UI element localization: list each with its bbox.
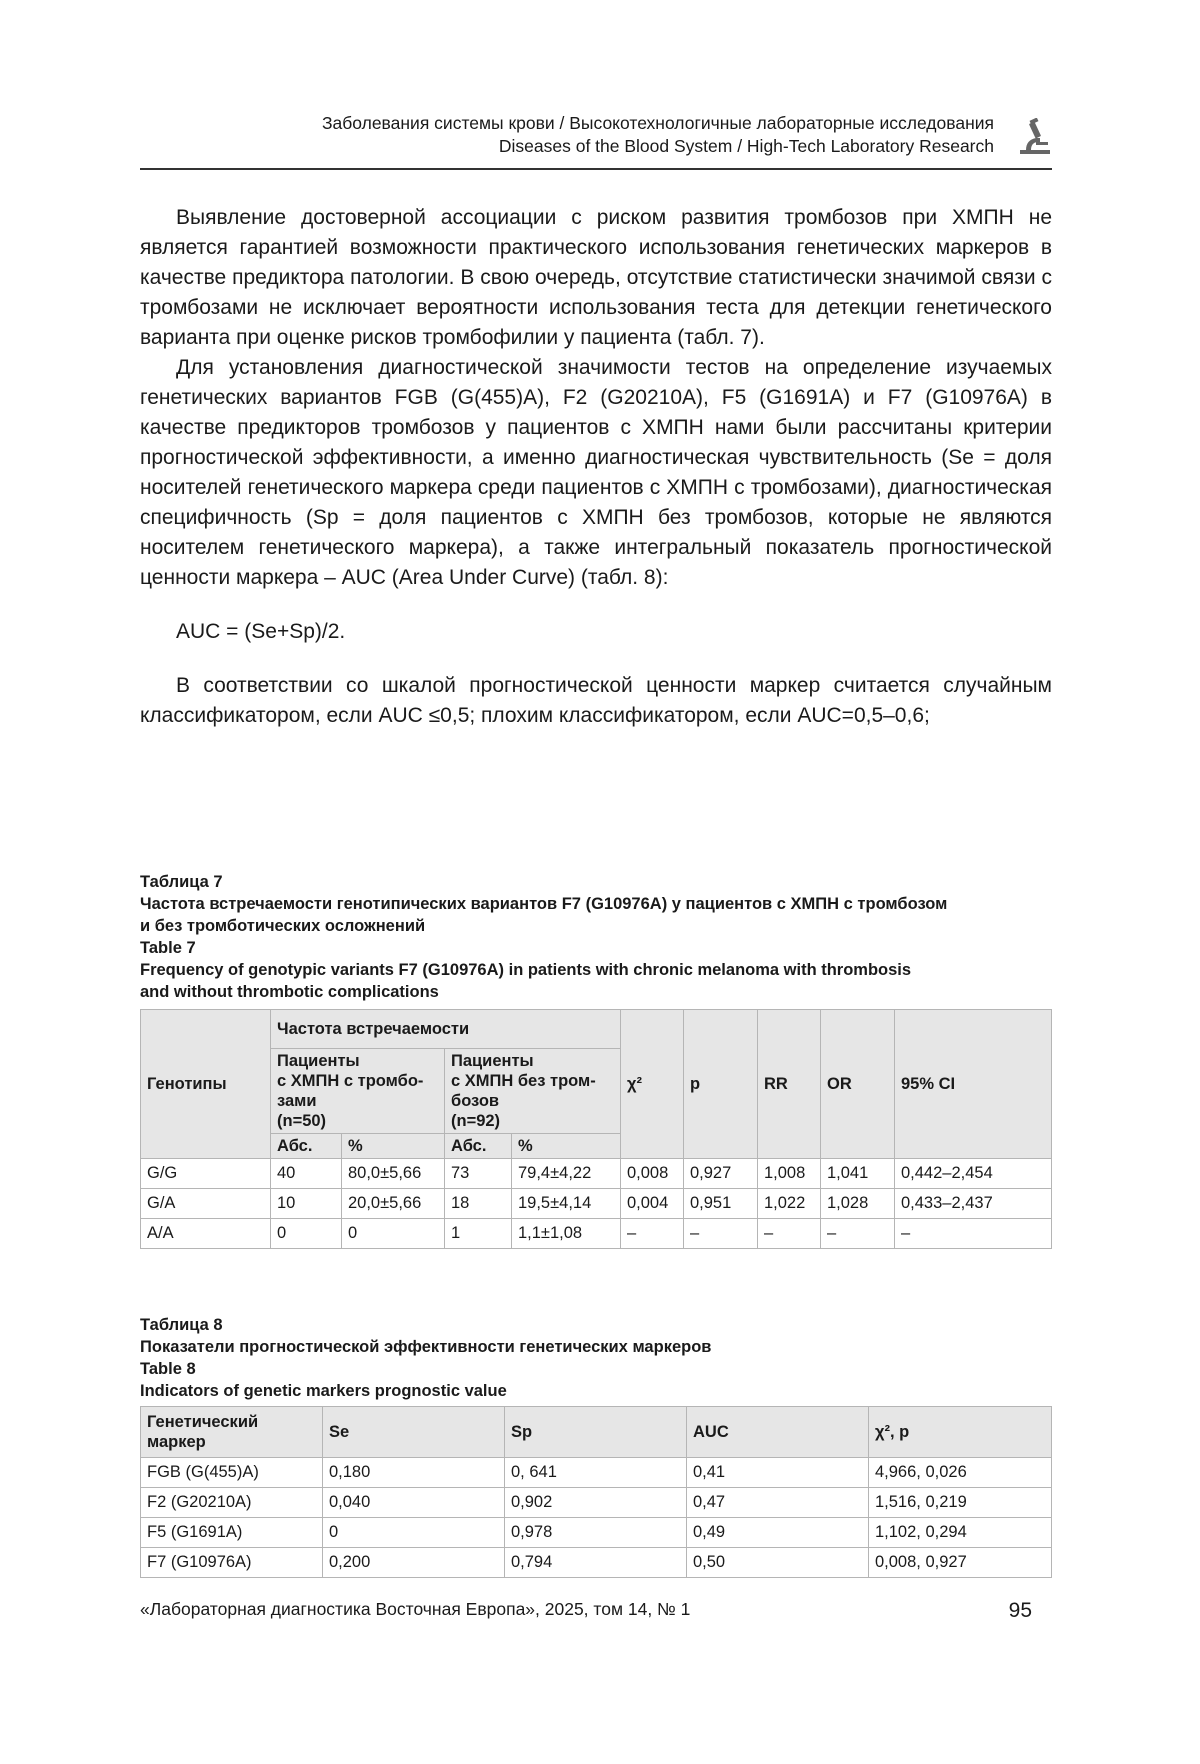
header-frequency: Частота встречаемости: [271, 1010, 621, 1049]
header-or: OR: [821, 1010, 895, 1159]
cell-auc: 0,49: [687, 1518, 869, 1548]
formula: AUC = (Se+Sp)/2.: [176, 620, 346, 643]
cell-chi2: 0,008: [621, 1159, 684, 1189]
header-se: Se: [323, 1407, 505, 1458]
cell-se: 0: [323, 1518, 505, 1548]
cell-rr: –: [758, 1219, 821, 1249]
header-pct: %: [512, 1134, 621, 1159]
table7-title-en: Frequency of genotypic variants F7 (G10976A) in patients with chronic melanoma with thrombosis: [140, 961, 912, 979]
table-row: [141, 1159, 1052, 1189]
header-p: p: [684, 1010, 758, 1159]
cell-sp: 0,794: [505, 1548, 687, 1578]
table7-title-ru: и без тромботических осложнений: [140, 917, 426, 935]
cell-chi2: –: [621, 1219, 684, 1249]
table8-label-ru: Таблица 8: [140, 1316, 223, 1334]
cell-pct: 79,4±4,22: [512, 1159, 621, 1189]
running-head: [140, 110, 1052, 170]
table8: [140, 1406, 1052, 1578]
header-line: с ХМПН без тром-: [451, 1072, 596, 1090]
header-chi2-p: χ², p: [869, 1407, 1052, 1458]
cell-chi2-p: 0,008, 0,927: [869, 1548, 1052, 1578]
cell-abs: 1: [445, 1219, 512, 1249]
running-head-en: Diseases of the Blood System / High-Tech Laboratory Research: [498, 136, 994, 156]
header-line: с ХМПН с тромбо-: [277, 1072, 424, 1090]
cell-or: 1,041: [821, 1159, 895, 1189]
table-row: [141, 1488, 1052, 1518]
header-abs: Абс.: [445, 1134, 512, 1159]
header-line: зами: [277, 1092, 317, 1110]
cell-genotype: G/A: [141, 1189, 271, 1219]
table7-title-en: and without thrombotic complications: [140, 983, 439, 1001]
cell-chi2-p: 4,966, 0,026: [869, 1458, 1052, 1488]
table8-title-ru: Показатели прогностической эффективности генетических маркеров: [140, 1338, 712, 1356]
header-marker: [141, 1407, 323, 1458]
cell-chi2-p: 1,516, 0,219: [869, 1488, 1052, 1518]
table7-label-ru: Таблица 7: [140, 873, 223, 891]
cell-se: 0,200: [323, 1548, 505, 1578]
cell-sp: 0,902: [505, 1488, 687, 1518]
cell-pct: 1,1±1,08: [512, 1219, 621, 1249]
paragraph: В соответствии со шкалой прогностической ценности маркер считается случайным классификатором, если AUC ≤0,5; плохим классификатором, если AUC=0,5–0,6;: [140, 674, 1052, 727]
body-text: [140, 203, 1052, 731]
cell-marker: F5 (G1691A): [141, 1518, 323, 1548]
cell-ci: 0,442–2,454: [895, 1159, 1052, 1189]
cell-ci: –: [895, 1219, 1052, 1249]
cell-rr: 1,022: [758, 1189, 821, 1219]
header-auc: AUC: [687, 1407, 869, 1458]
header-line: Пациенты: [451, 1052, 534, 1070]
cell-or: 1,028: [821, 1189, 895, 1219]
cell-genotype: G/G: [141, 1159, 271, 1189]
journal-citation: «Лабораторная диагностика Восточная Европа», 2025, том 14, № 1: [140, 1599, 691, 1619]
cell-pct: 19,5±4,14: [512, 1189, 621, 1219]
cell-sp: 0,978: [505, 1518, 687, 1548]
header-line: Пациенты: [277, 1052, 360, 1070]
cell-abs: 10: [271, 1189, 342, 1219]
cell-chi2-p: 1,102, 0,294: [869, 1518, 1052, 1548]
cell-chi2: 0,004: [621, 1189, 684, 1219]
cell-abs: 73: [445, 1159, 512, 1189]
cell-sp: 0, 641: [505, 1458, 687, 1488]
cell-ci: 0,433–2,437: [895, 1189, 1052, 1219]
cell-p: 0,951: [684, 1189, 758, 1219]
cell-p: 0,927: [684, 1159, 758, 1189]
header-line: маркер: [147, 1433, 206, 1451]
cell-marker: F2 (G20210A): [141, 1488, 323, 1518]
header-pct: %: [342, 1134, 445, 1159]
running-head-text: [322, 112, 994, 158]
cell-p: –: [684, 1219, 758, 1249]
cell-abs: 0: [271, 1219, 342, 1249]
table7-caption: [140, 871, 1052, 1003]
table8-title-en: Indicators of genetic markers prognostic value: [140, 1382, 507, 1400]
paragraph: Выявление достоверной ассоциации с риском развития тромбозов при ХМПН не является гарантией возможности практического использования генетических маркеров в качестве предиктора патологии. В свою очередь, отсутствие статистически значимой связи с тромбозами не исключает вероятности использования теста для детекции генетического варианта при оценке рисков тромбофилии у пациента (табл. 7).: [140, 206, 1052, 349]
table-row: [141, 1518, 1052, 1548]
paragraph: Для установления диагностической значимости тестов на определение изучаемых генетических вариантов FGB (G(455)A), F2 (G20210A), F5 (G1691A) и F7 (G10976A) в качестве предикторов тромбозов у пациентов с ХМПН нами были рассчитаны критерии прогностической эффективности, а именно диагностическая чувствительность (Se = доля носителей генетического маркера среди пациентов с ХМПН с тромбозами), диагностическая специфичность (Sp = доля пациентов с ХМПН без тромбозов, которые не являются носителем генетического маркера), а также интегральный показатель прогностической ценности маркера – AUC (Area Under Curve) (табл. 8):: [140, 356, 1052, 589]
header-line: Генетический: [147, 1413, 259, 1431]
cell-marker: FGB (G(455)A): [141, 1458, 323, 1488]
cell-genotype: A/A: [141, 1219, 271, 1249]
cell-marker: F7 (G10976A): [141, 1548, 323, 1578]
table-row: [141, 1189, 1052, 1219]
header-line: (n=50): [277, 1112, 327, 1130]
header-line: (n=92): [451, 1112, 501, 1130]
page-footer: [140, 1599, 1032, 1620]
cell-auc: 0,50: [687, 1548, 869, 1578]
header-rr: RR: [758, 1010, 821, 1159]
microscope-icon: [1018, 118, 1052, 156]
table-row: [141, 1458, 1052, 1488]
page-number: 95: [1008, 1599, 1032, 1622]
table8-caption: [140, 1314, 1052, 1402]
cell-auc: 0,41: [687, 1458, 869, 1488]
table-row: [141, 1548, 1052, 1578]
header-group-no-thrombosis: [445, 1049, 621, 1134]
header-ci: 95% CI: [895, 1010, 1052, 1159]
table7-label-en: Table 7: [140, 939, 196, 957]
table7-title-ru: Частота встречаемости генотипических вариантов F7 (G10976A) у пациентов с ХМПН с тромбозом: [140, 895, 948, 913]
header-sp: Sp: [505, 1407, 687, 1458]
cell-pct: 20,0±5,66: [342, 1189, 445, 1219]
header-chi2: χ²: [621, 1010, 684, 1159]
cell-se: 0,180: [323, 1458, 505, 1488]
cell-rr: 1,008: [758, 1159, 821, 1189]
header-group-thrombosis: [271, 1049, 445, 1134]
running-head-ru: Заболевания системы крови / Высокотехнологичные лабораторные исследования: [321, 113, 994, 133]
cell-auc: 0,47: [687, 1488, 869, 1518]
cell-pct: 0: [342, 1219, 445, 1249]
cell-pct: 80,0±5,66: [342, 1159, 445, 1189]
table-row: [141, 1219, 1052, 1249]
table7: [140, 1009, 1052, 1249]
header-line: бозов: [451, 1092, 500, 1110]
table8-label-en: Table 8: [140, 1360, 196, 1378]
header-abs: Абс.: [271, 1134, 342, 1159]
cell-abs: 40: [271, 1159, 342, 1189]
cell-abs: 18: [445, 1189, 512, 1219]
cell-se: 0,040: [323, 1488, 505, 1518]
header-genotypes: Генотипы: [141, 1010, 271, 1159]
cell-or: –: [821, 1219, 895, 1249]
